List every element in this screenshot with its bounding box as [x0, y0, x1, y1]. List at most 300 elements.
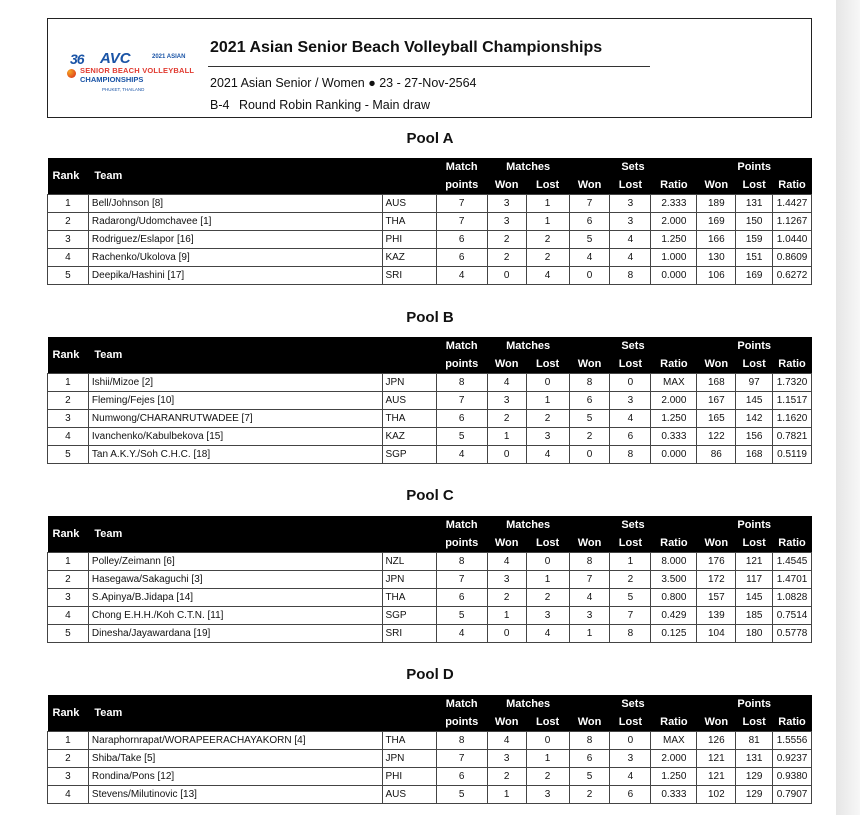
sets-lost-cell: 3 [610, 392, 651, 410]
country-cell: AUS [383, 392, 436, 410]
pool-title: Pool A [406, 130, 454, 147]
match-points-subheader: points [436, 713, 487, 732]
sets-lost-cell: 5 [610, 589, 651, 607]
rank-cell: 2 [48, 392, 89, 410]
sets-ratio-header: Ratio [651, 355, 697, 374]
points-won-cell: 166 [697, 231, 736, 249]
team-cell: Hasegawa/Sakaguchi [3] [88, 571, 383, 589]
match-points-cell: 5 [436, 786, 487, 804]
table-row [48, 213, 812, 231]
matches-lost-cell: 1 [526, 195, 569, 213]
sets-lost-cell: 7 [610, 607, 651, 625]
sets-ratio-cell: 2.000 [651, 213, 697, 231]
rank-cell: 2 [48, 750, 89, 768]
points-lost-cell: 180 [736, 625, 773, 643]
points-ratio-header: Ratio [773, 355, 812, 374]
points-lost-cell: 151 [736, 249, 773, 267]
points-lost-cell: 145 [736, 392, 773, 410]
pool-table [47, 695, 812, 804]
points-won-cell: 172 [697, 571, 736, 589]
sets-won-cell: 0 [569, 446, 610, 464]
sets-lost-cell: 4 [610, 410, 651, 428]
matches-won-cell: 0 [487, 267, 526, 285]
points-ratio-cell: 1.1620 [773, 410, 812, 428]
match-points-cell: 7 [436, 750, 487, 768]
points-lost-header: Lost [736, 534, 773, 553]
points-won-cell: 122 [697, 428, 736, 446]
rank-cell: 1 [48, 195, 89, 213]
matches-lost-cell: 2 [526, 249, 569, 267]
logo-avc: AVC [100, 50, 131, 67]
matches-lost-cell: 0 [526, 553, 569, 571]
points-lost-cell: 168 [736, 446, 773, 464]
points-lost-cell: 97 [736, 374, 773, 392]
points-ratio-cell: 0.5119 [773, 446, 812, 464]
points-won-cell: 102 [697, 786, 736, 804]
sets-won-cell: 6 [569, 213, 610, 231]
points-won-cell: 130 [697, 249, 736, 267]
event-title: 2021 Asian Senior Beach Volleyball Championships [210, 39, 603, 56]
points-won-cell: 86 [697, 446, 736, 464]
points-lost-cell: 117 [736, 571, 773, 589]
points-lost-header: Lost [736, 355, 773, 374]
matches-lost-cell: 0 [526, 732, 569, 750]
points-won-cell: 168 [697, 374, 736, 392]
points-lost-cell: 185 [736, 607, 773, 625]
sets-ratio-cell: 0.000 [651, 446, 697, 464]
sets-lost-cell: 0 [610, 374, 651, 392]
team-cell: Numwong/CHARANRUTWADEE [7] [88, 410, 383, 428]
points-ratio-cell: 1.1517 [773, 392, 812, 410]
table-row [48, 625, 812, 643]
matches-won-header: Won [487, 534, 526, 553]
rank-header: Rank [48, 695, 89, 732]
matches-lost-header: Lost [526, 713, 569, 732]
points-ratio-cell: 0.5778 [773, 625, 812, 643]
match-points-header: Match [436, 516, 487, 534]
match-points-cell: 7 [436, 392, 487, 410]
sets-won-cell: 2 [569, 428, 610, 446]
points-lost-cell: 129 [736, 768, 773, 786]
matches-won-cell: 3 [487, 195, 526, 213]
matches-won-header: Won [487, 713, 526, 732]
sets-ratio-header: Ratio [651, 176, 697, 195]
points-header: Points [697, 695, 812, 713]
matches-won-cell: 3 [487, 750, 526, 768]
team-cell: Deepika/Hashini [17] [88, 267, 383, 285]
sets-won-cell: 0 [569, 267, 610, 285]
team-cell: Bell/Johnson [8] [88, 195, 383, 213]
team-header: Team [88, 158, 436, 195]
match-points-cell: 5 [436, 428, 487, 446]
points-header: Points [697, 158, 812, 176]
match-points-cell: 6 [436, 231, 487, 249]
team-header: Team [88, 516, 436, 553]
pool-title: Pool D [406, 666, 454, 683]
team-cell: Tan A.K.Y./Soh C.H.C. [18] [88, 446, 383, 464]
matches-won-cell: 3 [487, 213, 526, 231]
points-won-cell: 106 [697, 267, 736, 285]
team-cell: Rondina/Pons [12] [88, 768, 383, 786]
points-lost-cell: 131 [736, 750, 773, 768]
sets-ratio-cell: 1.000 [651, 249, 697, 267]
country-cell: NZL [383, 553, 436, 571]
sets-won-cell: 3 [569, 607, 610, 625]
sets-header: Sets [569, 695, 697, 713]
sets-won-cell: 5 [569, 768, 610, 786]
matches-won-cell: 2 [487, 589, 526, 607]
country-cell: THA [383, 410, 436, 428]
table-row [48, 410, 812, 428]
sets-lost-cell: 4 [610, 249, 651, 267]
points-won-cell: 189 [697, 195, 736, 213]
sets-lost-header: Lost [610, 534, 651, 553]
sets-lost-cell: 3 [610, 195, 651, 213]
matches-header: Matches [487, 337, 569, 355]
country-cell: AUS [383, 786, 436, 804]
points-won-cell: 157 [697, 589, 736, 607]
pool-table [47, 337, 812, 464]
sets-ratio-cell: 3.500 [651, 571, 697, 589]
matches-won-cell: 2 [487, 249, 526, 267]
points-lost-cell: 169 [736, 267, 773, 285]
match-points-cell: 7 [436, 571, 487, 589]
country-cell: KAZ [383, 428, 436, 446]
sets-header: Sets [569, 516, 697, 534]
points-won-cell: 126 [697, 732, 736, 750]
matches-won-cell: 3 [487, 571, 526, 589]
points-won-header: Won [697, 176, 736, 195]
matches-won-cell: 2 [487, 410, 526, 428]
table-row [48, 374, 812, 392]
points-won-cell: 165 [697, 410, 736, 428]
team-cell: Stevens/Milutinovic [13] [88, 786, 383, 804]
sets-won-cell: 4 [569, 589, 610, 607]
points-ratio-cell: 1.4427 [773, 195, 812, 213]
sets-won-cell: 4 [569, 249, 610, 267]
country-cell: AUS [383, 195, 436, 213]
match-points-cell: 6 [436, 249, 487, 267]
table-row [48, 392, 812, 410]
matches-won-cell: 1 [487, 428, 526, 446]
matches-won-cell: 0 [487, 625, 526, 643]
sets-lost-cell: 8 [610, 625, 651, 643]
table-row [48, 786, 812, 804]
points-header: Points [697, 337, 812, 355]
team-cell: Dinesha/Jayawardana [19] [88, 625, 383, 643]
matches-lost-cell: 4 [526, 267, 569, 285]
points-ratio-cell: 1.7320 [773, 374, 812, 392]
points-ratio-header: Ratio [773, 713, 812, 732]
title-divider [208, 66, 650, 67]
rank-cell: 3 [48, 768, 89, 786]
points-won-cell: 176 [697, 553, 736, 571]
points-lost-cell: 159 [736, 231, 773, 249]
table-row [48, 195, 812, 213]
sets-won-header: Won [569, 534, 610, 553]
points-won-header: Won [697, 534, 736, 553]
matches-lost-cell: 3 [526, 786, 569, 804]
points-ratio-cell: 0.7821 [773, 428, 812, 446]
table-row [48, 589, 812, 607]
table-row [48, 553, 812, 571]
sets-lost-cell: 4 [610, 231, 651, 249]
matches-lost-cell: 1 [526, 392, 569, 410]
sets-ratio-cell: 0.429 [651, 607, 697, 625]
points-won-header: Won [697, 713, 736, 732]
volleyball-icon [67, 69, 76, 78]
sets-ratio-cell: 2.333 [651, 195, 697, 213]
team-cell: Polley/Zeimann [6] [88, 553, 383, 571]
sets-lost-cell: 3 [610, 213, 651, 231]
rank-cell: 3 [48, 231, 89, 249]
match-points-subheader: points [436, 176, 487, 195]
sets-ratio-cell: 0.333 [651, 428, 697, 446]
points-lost-cell: 81 [736, 732, 773, 750]
rank-cell: 4 [48, 249, 89, 267]
matches-won-cell: 2 [487, 231, 526, 249]
matches-won-cell: 4 [487, 374, 526, 392]
points-lost-cell: 150 [736, 213, 773, 231]
team-cell: Ivanchenko/Kabulbekova [15] [88, 428, 383, 446]
sets-lost-cell: 2 [610, 571, 651, 589]
sets-ratio-header: Ratio [651, 534, 697, 553]
sets-won-header: Won [569, 176, 610, 195]
sets-won-cell: 7 [569, 195, 610, 213]
matches-won-cell: 4 [487, 553, 526, 571]
points-won-header: Won [697, 355, 736, 374]
match-points-cell: 6 [436, 768, 487, 786]
matches-lost-cell: 4 [526, 625, 569, 643]
points-lost-cell: 121 [736, 553, 773, 571]
rank-cell: 1 [48, 732, 89, 750]
matches-lost-cell: 0 [526, 374, 569, 392]
matches-lost-cell: 3 [526, 428, 569, 446]
country-cell: THA [383, 589, 436, 607]
matches-lost-header: Lost [526, 176, 569, 195]
table-row [48, 571, 812, 589]
sets-won-cell: 5 [569, 410, 610, 428]
table-row [48, 428, 812, 446]
matches-lost-cell: 1 [526, 750, 569, 768]
sets-lost-header: Lost [610, 355, 651, 374]
sets-won-cell: 8 [569, 553, 610, 571]
rank-cell: 1 [48, 553, 89, 571]
matches-header: Matches [487, 695, 569, 713]
match-points-subheader: points [436, 534, 487, 553]
points-won-cell: 139 [697, 607, 736, 625]
rank-cell: 5 [48, 446, 89, 464]
match-points-cell: 8 [436, 374, 487, 392]
match-points-header: Match [436, 695, 487, 713]
matches-won-header: Won [487, 355, 526, 374]
phase-line [210, 98, 430, 112]
match-points-header: Match [436, 158, 487, 176]
matches-lost-cell: 1 [526, 571, 569, 589]
match-points-cell: 4 [436, 625, 487, 643]
points-lost-cell: 145 [736, 589, 773, 607]
matches-lost-cell: 2 [526, 231, 569, 249]
rank-cell: 4 [48, 607, 89, 625]
match-points-cell: 5 [436, 607, 487, 625]
team-cell: Shiba/Take [5] [88, 750, 383, 768]
sets-lost-header: Lost [610, 713, 651, 732]
sets-won-cell: 5 [569, 231, 610, 249]
points-ratio-cell: 1.0828 [773, 589, 812, 607]
points-ratio-cell: 1.4545 [773, 553, 812, 571]
rank-header: Rank [48, 158, 89, 195]
match-points-header: Match [436, 337, 487, 355]
matches-lost-header: Lost [526, 534, 569, 553]
sets-ratio-cell: MAX [651, 732, 697, 750]
country-cell: JPN [383, 750, 436, 768]
pool-title: Pool C [406, 487, 454, 504]
sets-ratio-cell: 2.000 [651, 750, 697, 768]
team-cell: Chong E.H.H./Koh C.T.N. [11] [88, 607, 383, 625]
points-won-cell: 121 [697, 750, 736, 768]
team-header: Team [88, 337, 436, 374]
points-ratio-cell: 0.7514 [773, 607, 812, 625]
points-ratio-cell: 0.9237 [773, 750, 812, 768]
sets-ratio-cell: 0.000 [651, 267, 697, 285]
points-won-cell: 104 [697, 625, 736, 643]
country-cell: PHI [383, 768, 436, 786]
sets-won-cell: 8 [569, 374, 610, 392]
table-row [48, 768, 812, 786]
sets-ratio-cell: 2.000 [651, 392, 697, 410]
match-points-cell: 6 [436, 589, 487, 607]
matches-header: Matches [487, 158, 569, 176]
match-points-cell: 7 [436, 213, 487, 231]
points-ratio-header: Ratio [773, 176, 812, 195]
sets-lost-cell: 8 [610, 446, 651, 464]
sets-lost-cell: 0 [610, 732, 651, 750]
country-cell: SGP [383, 607, 436, 625]
phase-name: Round Robin Ranking - Main draw [238, 98, 431, 112]
sets-ratio-cell: 1.250 [651, 410, 697, 428]
rank-cell: 1 [48, 374, 89, 392]
points-header: Points [697, 516, 812, 534]
matches-won-header: Won [487, 176, 526, 195]
logo-line2: CHAMPIONSHIPS [80, 75, 144, 84]
sets-won-cell: 8 [569, 732, 610, 750]
team-cell: Fleming/Fejes [10] [88, 392, 383, 410]
country-cell: THA [383, 213, 436, 231]
sets-lost-cell: 6 [610, 786, 651, 804]
sets-ratio-cell: 8.000 [651, 553, 697, 571]
rank-header: Rank [48, 337, 89, 374]
table-row [48, 607, 812, 625]
matches-won-cell: 4 [487, 732, 526, 750]
matches-won-cell: 0 [487, 446, 526, 464]
match-points-cell: 8 [436, 732, 487, 750]
pool-table [47, 516, 812, 643]
country-cell: JPN [383, 571, 436, 589]
table-row [48, 249, 812, 267]
sets-won-cell: 6 [569, 750, 610, 768]
points-lost-cell: 142 [736, 410, 773, 428]
country-cell: THA [383, 732, 436, 750]
match-points-cell: 7 [436, 195, 487, 213]
sets-won-cell: 1 [569, 625, 610, 643]
matches-lost-cell: 2 [526, 768, 569, 786]
points-ratio-header: Ratio [773, 534, 812, 553]
sets-won-header: Won [569, 713, 610, 732]
matches-won-cell: 1 [487, 607, 526, 625]
points-lost-header: Lost [736, 176, 773, 195]
rank-cell: 5 [48, 267, 89, 285]
points-ratio-cell: 1.4701 [773, 571, 812, 589]
table-row [48, 750, 812, 768]
points-ratio-cell: 0.8609 [773, 249, 812, 267]
team-cell: Radarong/Udomchavee [1] [88, 213, 383, 231]
rank-cell: 4 [48, 786, 89, 804]
sets-won-cell: 6 [569, 392, 610, 410]
rank-cell: 4 [48, 428, 89, 446]
points-ratio-cell: 0.9380 [773, 768, 812, 786]
rank-cell: 3 [48, 410, 89, 428]
event-subtitle: 2021 Asian Senior / Women ● 23 - 27-Nov-2564 [210, 76, 477, 90]
page-edge-shadow [836, 0, 860, 815]
sets-lost-cell: 8 [610, 267, 651, 285]
country-cell: SRI [383, 625, 436, 643]
match-points-cell: 4 [436, 446, 487, 464]
points-ratio-cell: 0.7907 [773, 786, 812, 804]
match-points-cell: 8 [436, 553, 487, 571]
table-row [48, 446, 812, 464]
team-header: Team [88, 695, 436, 732]
team-cell: Naraphornrapat/WORAPEERACHAYAKORN [4] [88, 732, 383, 750]
matches-lost-header: Lost [526, 355, 569, 374]
matches-header: Matches [487, 516, 569, 534]
matches-lost-cell: 3 [526, 607, 569, 625]
sets-ratio-header: Ratio [651, 713, 697, 732]
sets-header: Sets [569, 158, 697, 176]
sets-lost-cell: 6 [610, 428, 651, 446]
points-ratio-cell: 1.0440 [773, 231, 812, 249]
logo-mark: 36 [70, 51, 84, 67]
phase-code: B-4 [210, 98, 230, 112]
event-header [47, 18, 812, 118]
country-cell: JPN [383, 374, 436, 392]
sets-won-header: Won [569, 355, 610, 374]
country-cell: KAZ [383, 249, 436, 267]
matches-lost-cell: 1 [526, 213, 569, 231]
sets-ratio-cell: 0.800 [651, 589, 697, 607]
logo-location: PHUKET, THAILAND [102, 87, 145, 92]
sets-lost-header: Lost [610, 176, 651, 195]
points-won-cell: 167 [697, 392, 736, 410]
sets-won-cell: 7 [569, 571, 610, 589]
championship-logo [64, 47, 194, 97]
pool-table [47, 158, 812, 285]
team-cell: S.Apinya/B.Jidapa [14] [88, 589, 383, 607]
table-row [48, 267, 812, 285]
points-ratio-cell: 1.5556 [773, 732, 812, 750]
matches-lost-cell: 2 [526, 589, 569, 607]
sets-ratio-cell: MAX [651, 374, 697, 392]
logo-edition: 2021 ASIAN [152, 54, 186, 60]
sets-ratio-cell: 0.125 [651, 625, 697, 643]
rank-header: Rank [48, 516, 89, 553]
pool-title: Pool B [406, 309, 454, 326]
sets-lost-cell: 4 [610, 768, 651, 786]
sets-lost-cell: 1 [610, 553, 651, 571]
points-ratio-cell: 0.6272 [773, 267, 812, 285]
match-points-cell: 6 [436, 410, 487, 428]
points-won-cell: 121 [697, 768, 736, 786]
country-cell: SRI [383, 267, 436, 285]
